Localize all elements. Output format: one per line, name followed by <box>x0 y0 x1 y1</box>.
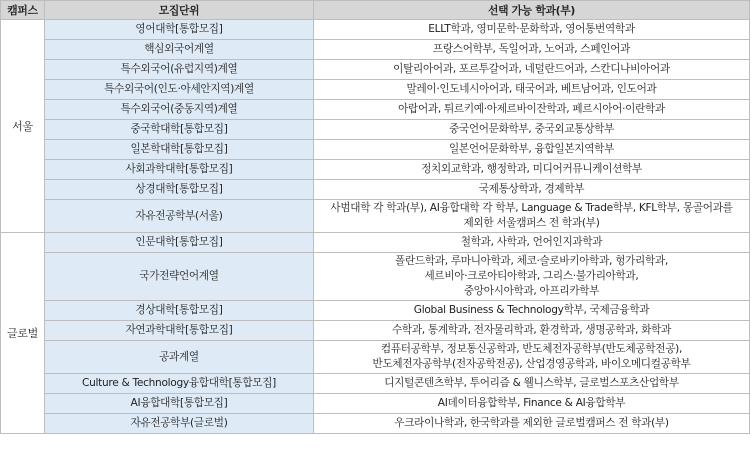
dept-cell <box>314 341 750 374</box>
table-row <box>1 160 750 180</box>
unit-cell: 중국학대학[통합모집] <box>45 120 314 140</box>
dept-cell: 말레이·인도네시아어과, 태국어과, 베트남어과, 인도어과 <box>314 80 750 100</box>
unit-cell: 일본학대학[통합모집] <box>45 140 314 160</box>
unit-cell: 특수외국어(인도·아세안지역)계열 <box>45 80 314 100</box>
table-row <box>1 394 750 414</box>
unit-cell: AI융합대학[통합모집] <box>45 394 314 414</box>
dept-cell: 국제통상학과, 경제학부 <box>314 180 750 200</box>
dept-line: 제외한 서울캠퍼스 전 학과(부) <box>463 217 600 229</box>
table-row <box>1 233 750 253</box>
header-campus: 캠퍼스 <box>1 1 45 20</box>
dept-line: 중앙아시아학과, 아프리카학부 <box>463 285 600 297</box>
unit-cell: 특수외국어(중동지역)계열 <box>45 100 314 120</box>
table-row <box>1 414 750 434</box>
dept-cell: ELLT학과, 영미문학·문화학과, 영어통번역학과 <box>314 20 750 40</box>
unit-cell: 특수외국어(유럽지역)계열 <box>45 60 314 80</box>
unit-cell: 국가전략언어계열 <box>45 253 314 301</box>
table-row <box>1 341 750 374</box>
dept-cell: 우크라이나학과, 한국학과를 제외한 글로벌캠퍼스 전 학과(부) <box>314 414 750 434</box>
unit-cell: 공과계열 <box>45 341 314 374</box>
unit-cell: 사회과학대학[통합모집] <box>45 160 314 180</box>
table-row <box>1 321 750 341</box>
dept-line: 폴란드학과, 루마니아학과, 체코·슬로바키아학과, 헝가리학과, <box>395 255 668 267</box>
unit-cell: 경상대학[통합모집] <box>45 301 314 321</box>
campus-seoul: 서울 <box>1 20 45 233</box>
dept-cell: 중국언어문화학부, 중국외교통상학부 <box>314 120 750 140</box>
table-row <box>1 180 750 200</box>
dept-cell: 철학과, 사학과, 언어인지과학과 <box>314 233 750 253</box>
unit-cell: 자연과학대학[통합모집] <box>45 321 314 341</box>
header-dept: 선택 가능 학과(부) <box>314 1 750 20</box>
unit-cell: 자유전공학부(서울) <box>45 200 314 233</box>
table-row <box>1 253 750 301</box>
dept-cell: 이탈리아어과, 포르투갈어과, 네덜란드어과, 스칸디나비아어과 <box>314 60 750 80</box>
table-row <box>1 20 750 40</box>
dept-line: 사범대학 각 학과(부), AI융합대학 각 학부, Language & Trade학부, KFL학부, 몽골어과를 <box>330 202 733 214</box>
table-row <box>1 301 750 321</box>
dept-line: 세르비아·크로아티아학과, 그리스·불가리아학과, <box>424 270 639 282</box>
table-row <box>1 60 750 80</box>
campus-global: 글로벌 <box>1 233 45 434</box>
dept-cell: 디지털콘텐츠학부, 투어리즘 & 웰니스학부, 글로벌스포츠산업학부 <box>314 374 750 394</box>
dept-cell: 아랍어과, 튀르키예·아제르바이잔학과, 페르시아어·이란학과 <box>314 100 750 120</box>
unit-cell: 영어대학[통합모집] <box>45 20 314 40</box>
table-row <box>1 100 750 120</box>
dept-cell: 프랑스어학부, 독일어과, 노어과, 스페인어과 <box>314 40 750 60</box>
unit-cell: 인문대학[통합모집] <box>45 233 314 253</box>
dept-line: 컴퓨터공학부, 정보통신공학과, 반도체전자공학부(반도체공학전공), <box>380 343 683 355</box>
unit-cell: 상경대학[통합모집] <box>45 180 314 200</box>
unit-cell: 핵심외국어계열 <box>45 40 314 60</box>
table-row <box>1 80 750 100</box>
table-row <box>1 40 750 60</box>
table-row <box>1 140 750 160</box>
unit-cell: Culture & Technology융합대학[통합모집] <box>45 374 314 394</box>
dept-cell: 정치외교학과, 행정학과, 미디어커뮤니케이션학부 <box>314 160 750 180</box>
header-unit: 모집단위 <box>45 1 314 20</box>
dept-line: 반도체전자공학부(전자공학전공), 산업경영공학과, 바이오메디컬공학부 <box>372 358 691 370</box>
dept-cell: 일본언어문화학부, 융합일본지역학부 <box>314 140 750 160</box>
unit-cell: 자유전공학부(글로벌) <box>45 414 314 434</box>
dept-cell: 수학과, 통계학과, 전자물리학과, 환경학과, 생명공학과, 화학과 <box>314 321 750 341</box>
dept-cell <box>314 253 750 301</box>
dept-cell: Global Business & Technology학부, 국제금융학과 <box>314 301 750 321</box>
table-row <box>1 200 750 233</box>
dept-cell <box>314 200 750 233</box>
table-row <box>1 120 750 140</box>
dept-cell: AI데이터융합학부, Finance & AI융합학부 <box>314 394 750 414</box>
table-row <box>1 374 750 394</box>
header-row <box>1 1 750 20</box>
